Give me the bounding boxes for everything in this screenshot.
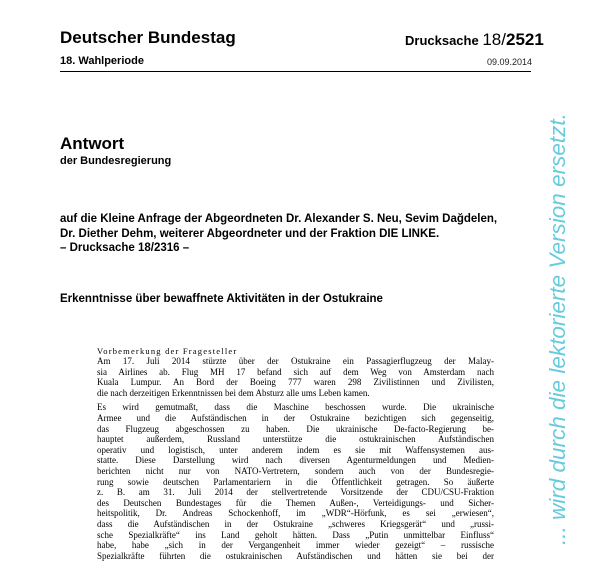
text-line: Es wird gemutmaßt, dass die Maschine beschossen wurde. Die ukrainische bbox=[97, 402, 494, 413]
drucksache-number bbox=[405, 30, 544, 50]
drucksache-num-prefix: 18/ bbox=[482, 30, 506, 49]
reference-line: – Drucksache 18/2316 – bbox=[60, 242, 190, 254]
document-subtitle: der Bundesregierung bbox=[60, 155, 172, 167]
text-line: operativ und logistisch, unter anderem indem es sie mit Waffensystemen aus- bbox=[97, 444, 494, 455]
reference-line: auf die Kleine Anfrage der Abgeordneten Dr. Alexander S. Neu, Sevim Dağdelen, bbox=[60, 213, 498, 225]
header-divider bbox=[60, 71, 531, 72]
text-line: dass die Aufständischen in der Ostukraine „schweres Kriegsgerät“ und „russi- bbox=[97, 518, 494, 529]
text-line: sia Airlines ab. Flug MH 17 befand sich auf dem Weg von Amsterdam nach bbox=[97, 366, 494, 377]
paragraph bbox=[97, 402, 494, 561]
document-title: Antwort bbox=[60, 134, 125, 153]
text-line: Am 17. Juli 2014 stürzte über der Ostukraine ein Passagierflugzeug der Malay- bbox=[97, 356, 494, 366]
draft-notice-vertical: ... wird durch die lektorierte Version ersetzt. bbox=[545, 113, 570, 545]
text-line: die nach derzeitigen Erkenntnissen bei dem Absturz alle ums Leben kamen. bbox=[97, 387, 370, 398]
drucksache-num-main: 2521 bbox=[505, 30, 544, 49]
text-line: sche Spezialkräfte“ ins Land geholt hätten. Dass „Putin unmittelbar Einfluss“ bbox=[97, 529, 494, 540]
text-line: statte. Diese Darstellung wird nach diversen Agenturmeldungen und Medien- bbox=[97, 455, 494, 466]
drucksache-label: Drucksache bbox=[405, 33, 479, 48]
paragraph bbox=[97, 356, 494, 398]
text-line: heitspolitik, Dr. Andreas Schockenhoff, im „WDR“-Hörfunk, es sei „erwiesen“, bbox=[97, 508, 494, 519]
reference-line: Dr. Diether Dehm, weiterer Abgeordneter und der Fraktion DIE LINKE. bbox=[60, 227, 440, 240]
text-line: habe, habe „sich in der Vergangenheit immer wieder gezeigt“ – russische bbox=[97, 540, 494, 551]
text-line: hauptet außerdem, Russland unterstütze die ostukrainischen Aufständischen bbox=[97, 434, 494, 445]
text-line: Kuala Lumpur. An Bord der Boeing 777 waren 298 Zivilistinnen und Zivilisten, bbox=[97, 377, 494, 388]
preliminary-remark-title: Vorbemerkung der Fragesteller bbox=[97, 346, 238, 356]
document-date: 09.09.2014 bbox=[486, 57, 532, 67]
legislative-period: 18. Wahlperiode bbox=[60, 55, 144, 67]
text-line: Armee und die Aufständischen in der Ostukraine bezichtigen sich gegenseitig, bbox=[97, 412, 494, 423]
inquiry-reference bbox=[60, 212, 497, 256]
body-text bbox=[97, 356, 494, 565]
text-line: des Deutschen Bundestages für die Themen Außen-, Verteidigungs- und Sicher- bbox=[97, 497, 494, 508]
text-line: berichten nicht nur von NATO-Vertretern, sondern auch von der Bundesregie- bbox=[97, 465, 494, 476]
text-line: Spezialkräfte führten die ostukrainischen Aufständischen und hätten sie bei der bbox=[97, 550, 494, 561]
institution-name: Deutscher Bundestag bbox=[60, 28, 236, 47]
text-line: rung sowie deutschen Parlamentariern in die Öffentlichkeit getragen. So äußerte bbox=[97, 476, 494, 487]
text-line: z. B. am 31. Juli 2014 der stellvertretende Vorsitzende der CDU/CSU-Fraktion bbox=[97, 487, 494, 498]
text-line: das Flugzeug abgeschossen zu haben. Die ukrainische De-facto-Regierung be- bbox=[97, 423, 494, 434]
subject-heading: Erkenntnisse über bewaffnete Aktivitäten in der Ostukraine bbox=[60, 293, 383, 305]
